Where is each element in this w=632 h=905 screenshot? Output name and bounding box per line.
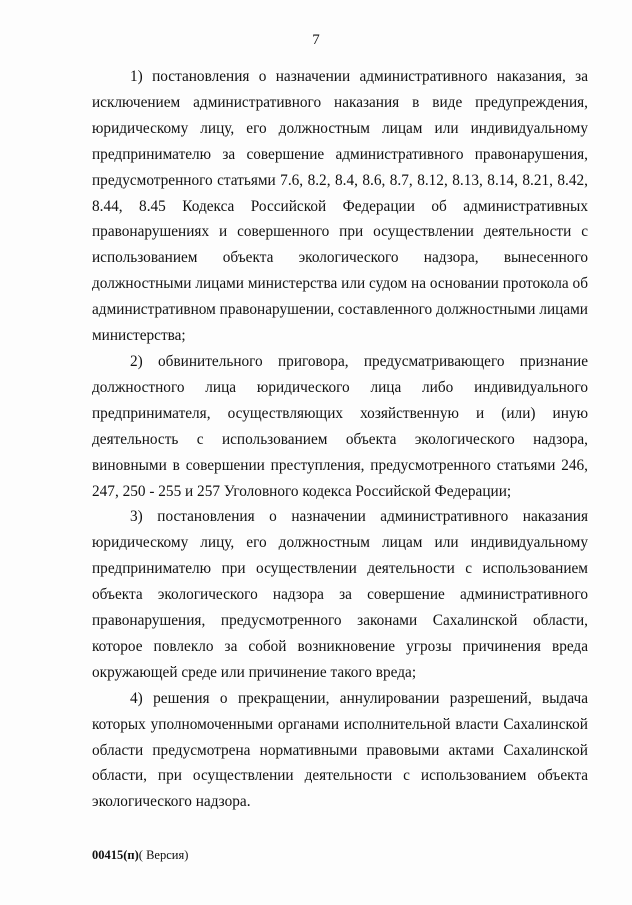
paragraph-item-4: 4) решения о прекращении, аннулировании разрешений, выдача которых уполномоченными органами исполнительной власти Сахалинской области предусмотрена нормативными правовыми актами Сахалинской области, при осуществлении деятельности с использованием объекта экологического надзора. (92, 689, 588, 811)
document-footer (92, 848, 188, 863)
page-number: 7 (312, 32, 320, 48)
paragraph-item-3: 3) постановления о назначении административного наказания юридическому лицу, его должностным лицам или индивидуальному предпринимателю при осуществлении деятельности с использованием объекта экологического надзора за совершение административного правонарушения, предусмотренного законами Сахалинской области, которое повлекло за собой возникновение угрозы причинения вреда окружающей среде или причинение такого вреда; (92, 508, 588, 681)
paragraph-item-1: 1) постановления о назначении административного наказания, за исключением административного наказания в виде предупреждения, юридическому лицу, его должностным лицам или индивидуальному предпринимателю за совершение административного правонарушения, предусмотренного статьями 7.6, 8.2, 8.4, 8.6, 8.7, 8.12, 8.13, 8.14, 8.21, 8.42, 8.44, 8.45 Кодекса Российской Федерации об административных правонарушениях и совершенного при осуществлении деятельности с использованием объекта экологического надзора, вынесенного должностными лицами министерства или судом на основании протокола об административном правонарушении, составленного должностными лицами министерства; (92, 68, 588, 345)
document-version: ( Версия) (138, 848, 189, 862)
paragraph-item-2: 2) обвинительного приговора, предусматривающего признание должностного лица юридического лица либо индивидуального предпринимателя, осуществляющих хозяйственную и (или) иную деятельность с использованием объекта экологического надзора, виновными в совершении преступления, предусмотренного статьями 246, 247, 250 - 255 и 257 Уголовного кодекса Российской Федерации; (92, 352, 588, 500)
document-code: 00415(п) (92, 848, 139, 862)
document-body (92, 64, 588, 815)
